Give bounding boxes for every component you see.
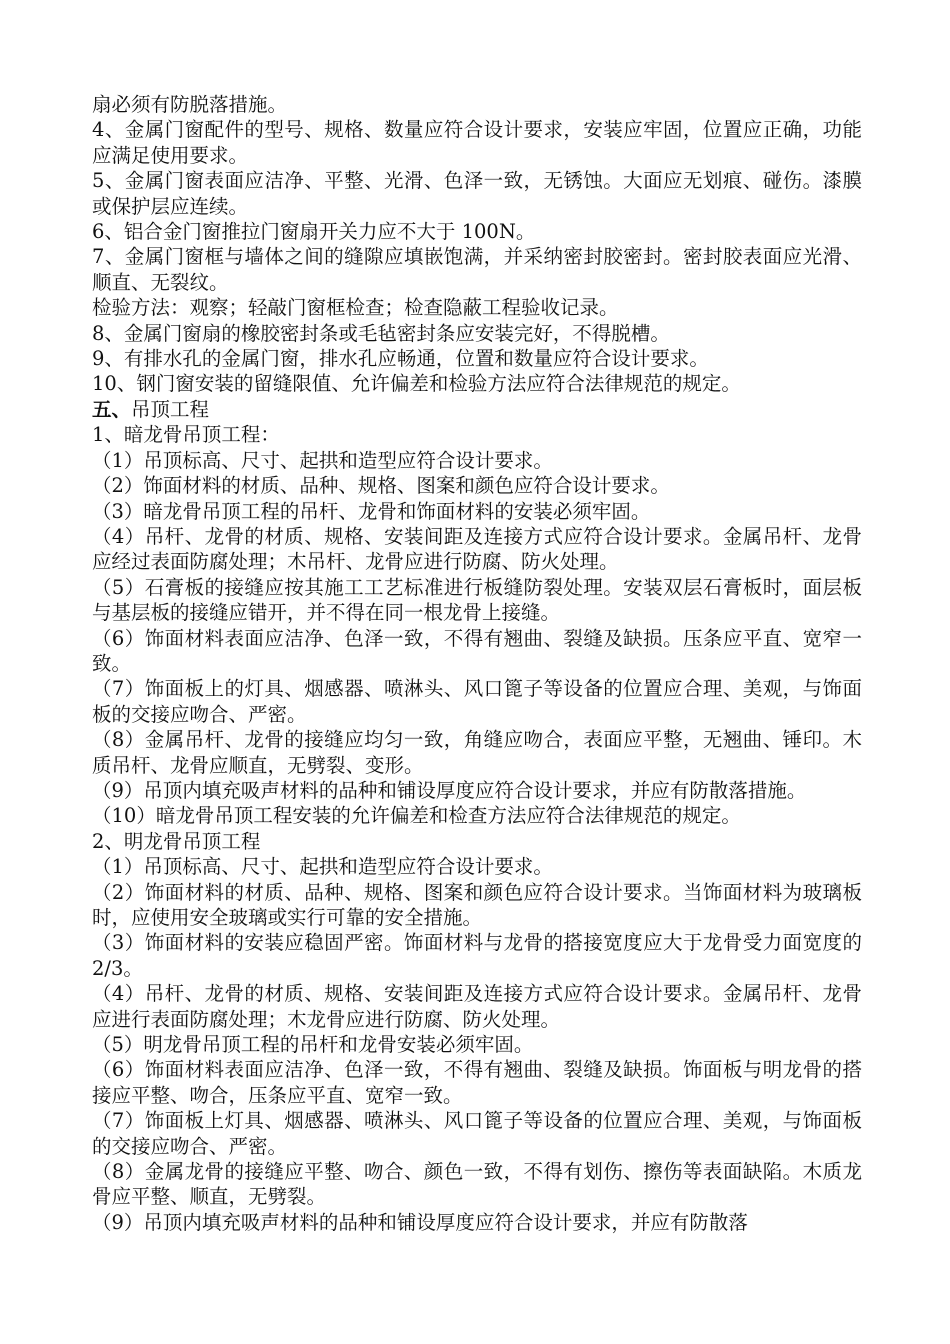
- list-item: （5）石膏板的接缝应按其施工工艺标准进行板缝防裂处理。安装双层石膏板时，面层板与基层板的接缝应错开，并不得在同一根龙骨上接缝。: [92, 575, 862, 625]
- subsection-heading: 2、明龙骨吊顶工程: [92, 829, 261, 853]
- paragraph: 检验方法：观察；轻敲门窗框检查；检查隐蔽工程验收记录。: [92, 296, 619, 320]
- list-item: （9）吊顶内填充吸声材料的品种和铺设厚度应符合设计要求，并应有防散落措施。: [92, 778, 807, 802]
- list-item: （10）暗龙骨吊顶工程安装的允许偏差和检查方法应符合法律规范的规定。: [92, 804, 741, 828]
- list-item: （3）饰面材料的安装应稳固严密。饰面材料与龙骨的搭接宽度应大于龙骨受力面宽度的 2/3。: [92, 931, 862, 980]
- list-item: （2）饰面材料的材质、品种、规格、图案和颜色应符合设计要求。当饰面材料为玻璃板时，应使用安全玻璃或实行可靠的安全措施。: [92, 880, 862, 929]
- paragraph: 10、钢门窗安装的留缝限值、允许偏差和检验方法应符合法律规范的规定。: [92, 372, 741, 396]
- list-item: （2）饰面材料的材质、品种、规格、图案和颜色应符合设计要求。: [92, 474, 670, 498]
- list-item: （9）吊顶内填充吸声材料的品种和铺设厚度应符合设计要求，并应有防散落: [92, 1210, 748, 1234]
- paragraph: 扇必须有防脱落措施。: [92, 93, 288, 116]
- paragraph: 6、铝合金门窗推拉门窗扇开关力应不大于 100N。: [92, 220, 536, 244]
- section-number: 五、: [92, 397, 132, 421]
- list-item: （3）暗龙骨吊顶工程的吊杆、龙骨和饰面材料的安装必须牢固。: [92, 499, 651, 523]
- list-item: （4）吊杆、龙骨的材质、规格、安装间距及连接方式应符合设计要求。金属吊杆、龙骨应经过表面防腐处理；木吊杆、龙骨应进行防腐、防火处理。: [92, 524, 862, 574]
- paragraph: 8、金属门窗扇的橡胶密封条或毛毡密封条应安装完好，不得脱槽。: [92, 321, 670, 345]
- paragraph: 4、金属门窗配件的型号、规格、数量应符合设计要求，安装应牢固，位置应正确，功能应满足使用要求。: [92, 118, 862, 167]
- paragraph: 7、金属门窗框与墙体之间的缝隙应填嵌饱满，并采纳密封胶密封。密封胶表面应光滑、顺直、无裂纹。: [92, 245, 862, 294]
- list-item: （1）吊顶标高、尺寸、起拱和造型应符合设计要求。: [92, 448, 553, 472]
- list-item: （6）饰面材料表面应洁净、色泽一致，不得有翘曲、裂缝及缺损。饰面板与明龙骨的搭接应平整、吻合，压条应平直、宽窄一致。: [92, 1058, 862, 1107]
- list-item: （8）金属龙骨的接缝应平整、吻合、颜色一致，不得有划伤、擦伤等表面缺陷。木质龙骨应平整、顺直，无劈裂。: [92, 1160, 862, 1209]
- list-item: （8）金属吊杆、龙骨的接缝应均匀一致，角缝应吻合，表面应平整，无翘曲、锤印。木质吊杆、龙骨应顺直，无劈裂、变形。: [92, 728, 862, 777]
- subsection-heading: 1、暗龙骨吊顶工程：: [92, 423, 280, 447]
- list-item: （6）饰面材料表面应洁净、色泽一致，不得有翘曲、裂缝及缺损。压条应平直、宽窄一致。: [92, 626, 862, 675]
- section-title: 吊顶工程: [131, 397, 210, 421]
- list-item: （1）吊顶标高、尺寸、起拱和造型应符合设计要求。: [92, 855, 553, 879]
- paragraph: 9、有排水孔的金属门窗，排水孔应畅通，位置和数量应符合设计要求。: [92, 347, 709, 371]
- document-body: [92, 92, 862, 1235]
- list-item: （4）吊杆、龙骨的材质、规格、安装间距及连接方式应符合设计要求。金属吊杆、龙骨应进行表面防腐处理；木龙骨应进行防腐、防火处理。: [92, 982, 862, 1031]
- list-item: （5）明龙骨吊顶工程的吊杆和龙骨安装必须牢固。: [92, 1033, 534, 1057]
- list-item: （7）饰面板上灯具、烟感器、喷淋头、风口篦子等设备的位置应合理、美观，与饰面板的交接应吻合、严密。: [92, 1109, 862, 1158]
- paragraph: 5、金属门窗表面应洁净、平整、光滑、色泽一致，无锈蚀。大面应无划痕、碰伤。漆膜或保护层应连续。: [92, 169, 862, 218]
- list-item: （7）饰面板上的灯具、烟感器、喷淋头、风口篦子等设备的位置应合理、美观，与饰面板的交接应吻合、严密。: [92, 677, 862, 726]
- section-heading: [92, 397, 862, 422]
